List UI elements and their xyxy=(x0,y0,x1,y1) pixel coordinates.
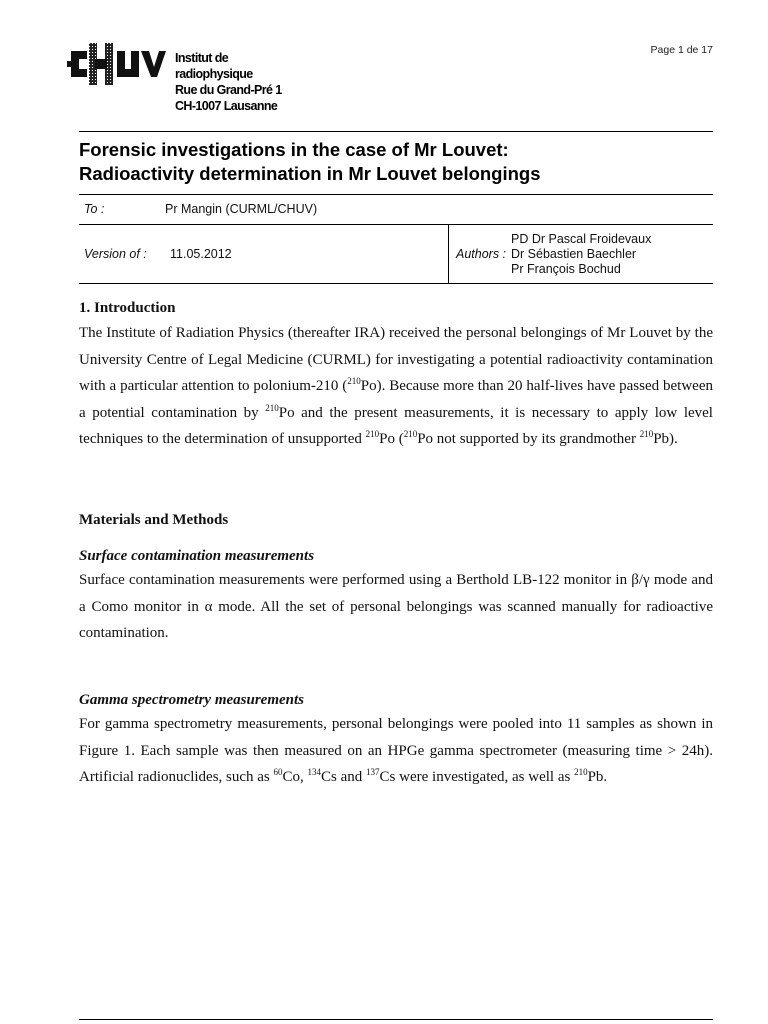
table-divider xyxy=(448,224,449,283)
introduction-section xyxy=(79,296,713,453)
surface-paragraph: Surface contamination measurements were performed using a Berthold LB-122 monitor in β/γ mode and a Como monitor in α mode. All the set of personal belongings was scanned manually for radioactive contamination. xyxy=(79,572,713,641)
document-title xyxy=(79,138,713,186)
title-line-1: Forensic investigations in the case of Mr Louvet: xyxy=(79,139,509,160)
institute-address xyxy=(175,50,282,114)
intro-paragraph: The Institute of Radiation Physics (thereafter IRA) received the personal belongings of Mr Louvet by the University Centre of Legal Medicine (CURML) for investigating a potential radioactivity contamination with a particular attention to polonium-210 ($^{210}$Po). Because more than 20 half-lives have passed between a potential contamination by $^{210}$Po and the present measurements, it is necessary to apply low level techniques to the determination of unsupported $^{210}$Po ($^{210}$Po not supported by its grandmother $^{210}$Pb). xyxy=(79,325,713,447)
title-line-2: Radioactivity determination in Mr Louvet belongings xyxy=(79,163,541,184)
gamma-paragraph: For gamma spectrometry measurements, personal belongings were pooled into 11 samples as shown in Figure 1. Each sample was then measured on an HPGe gamma spectrometer (measuring time > 24h). Artificial radionuclides, such as $^{60}$Co, $^{134}$Cs and $^{137}$Cs were investigated, as well as $^{210}$Pb. xyxy=(79,716,713,785)
authors-label: Authors : xyxy=(456,247,507,261)
author-3: Pr François Bochud xyxy=(511,262,621,276)
footer-divider xyxy=(79,1019,713,1020)
subsection-heading: Gamma spectrometry measurements xyxy=(79,692,304,708)
version-value: 11.05.2012 xyxy=(170,247,232,261)
divider xyxy=(79,224,713,225)
methods-heading-block xyxy=(79,512,713,529)
to-label: To : xyxy=(84,202,105,216)
surface-section xyxy=(79,545,713,647)
divider xyxy=(79,131,713,132)
section-heading: Materials and Methods xyxy=(79,512,229,528)
section-heading: 1. Introduction xyxy=(79,300,176,316)
version-label: Version of : xyxy=(84,247,147,261)
subsection-heading: Surface contamination measurements xyxy=(79,548,315,564)
institute-line: Rue du Grand-Pré 1 xyxy=(175,83,282,97)
divider xyxy=(79,283,713,284)
author-1: PD Dr Pascal Froidevaux xyxy=(511,232,652,246)
author-2: Dr Sébastien Baechler xyxy=(511,247,637,261)
institute-line: CH-1007 Lausanne xyxy=(175,99,278,113)
institute-line: Institut de xyxy=(175,51,229,65)
divider xyxy=(79,194,713,195)
gamma-section xyxy=(79,689,713,791)
institute-line: radiophysique xyxy=(175,67,253,81)
chuv-logo-icon xyxy=(67,39,167,87)
to-value: Pr Mangin (CURML/CHUV) xyxy=(165,202,318,216)
page-number: Page 1 de 17 xyxy=(650,44,713,56)
